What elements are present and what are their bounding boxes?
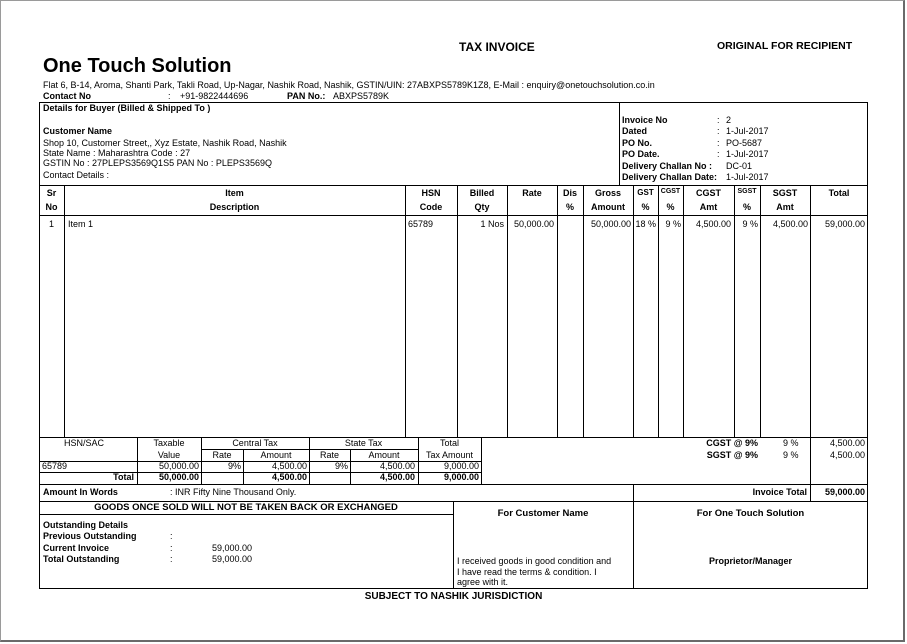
meta-label: Delivery Challan No : bbox=[622, 161, 713, 171]
invoice-total-label: Invoice Total bbox=[752, 487, 807, 497]
buyer-contact: Contact Details : bbox=[43, 170, 110, 180]
cell-cgst-pct: 9 % bbox=[665, 219, 681, 229]
hsn-row-total: 9,000.00 bbox=[443, 461, 479, 471]
col-sr: No bbox=[45, 202, 58, 212]
col-gst: GST bbox=[637, 188, 654, 197]
meta-label: PO No. bbox=[622, 138, 653, 148]
pan-value: ABXPS5789K bbox=[333, 91, 390, 101]
meta-sep: : bbox=[717, 126, 720, 136]
col-sgst-pct: % bbox=[742, 202, 751, 212]
tax-summary-label: SGST @ 9% bbox=[706, 450, 758, 460]
col-cgst-amt: CGST bbox=[695, 188, 721, 198]
hsn-total-c-amt: 4,500.00 bbox=[271, 472, 307, 482]
col-total: Total bbox=[828, 188, 850, 198]
tax-summary-amount: 4,500.00 bbox=[829, 438, 865, 448]
acknowledgement-line: agree with it. bbox=[457, 577, 509, 587]
cell-gross: 50,000.00 bbox=[590, 219, 631, 229]
invoice-total-value: 59,000.00 bbox=[824, 487, 865, 497]
col-cgst-amt: Amt bbox=[699, 202, 718, 212]
col-qty: Qty bbox=[474, 202, 490, 212]
hsn-row-taxable: 50,000.00 bbox=[158, 461, 199, 471]
amount-words-label: Amount In Words bbox=[43, 487, 118, 497]
customer-name-label: Customer Name bbox=[43, 126, 113, 136]
col-qty: Billed bbox=[469, 188, 495, 198]
amount-words-value: : INR Fifty Nine Thousand Only. bbox=[170, 487, 297, 497]
outstanding-sep: : bbox=[170, 554, 173, 564]
central-tax-header: Central Tax bbox=[232, 438, 278, 448]
signatory-label: Proprietor/Manager bbox=[708, 556, 793, 566]
contact-value: +91-9822444696 bbox=[180, 91, 249, 101]
outstanding-label: Total Outstanding bbox=[43, 554, 120, 564]
buyer-state: State Name : Maharashtra Code : 27 bbox=[43, 148, 191, 158]
meta-value: DC-01 bbox=[726, 161, 753, 171]
hsn-total-taxable: 50,000.00 bbox=[158, 472, 199, 482]
acknowledgement-line: I have read the terms & condition. I bbox=[457, 567, 597, 577]
cell-sgst-amt: 4,500.00 bbox=[772, 219, 808, 229]
outstanding-label: Previous Outstanding bbox=[43, 531, 137, 541]
col-rate: Rate bbox=[522, 188, 542, 198]
central-rate-header: Rate bbox=[212, 450, 232, 460]
tax-summary-pct: 9 % bbox=[783, 438, 799, 448]
meta-label: Delivery Challan Date: bbox=[622, 172, 718, 182]
col-dis: % bbox=[565, 202, 574, 212]
col-gross: Amount bbox=[591, 202, 625, 212]
state-amount-header: Amount bbox=[368, 450, 400, 460]
hsn-row-c-amt: 4,500.00 bbox=[271, 461, 307, 471]
company-address: Flat 6, B-14, Aroma, Shanti Park, Takli Road, Up-Nagar, Nashik Road, Nashik, GSTIN/UIN: 27ABXPS5789K1Z8, E-Mail : enquiry@onetouchsolution.co.in bbox=[43, 80, 655, 90]
col-sgst-amt: Amt bbox=[776, 202, 794, 212]
meta-value: 1-Jul-2017 bbox=[726, 126, 769, 136]
company-name: One Touch Solution bbox=[43, 55, 232, 77]
goods-notice: GOODS ONCE SOLD WILL NOT BE TAKEN BACK OR EXCHANGED bbox=[94, 502, 398, 513]
meta-sep: : bbox=[717, 149, 720, 159]
cell-rate: 50,000.00 bbox=[513, 219, 554, 229]
tax-summary-pct: 9 % bbox=[783, 450, 799, 460]
col-item: Item bbox=[225, 188, 244, 198]
hsn-row-c-rate: 9% bbox=[227, 461, 241, 471]
col-sgst-amt: SGST bbox=[772, 188, 798, 198]
col-hsn: Code bbox=[419, 202, 443, 212]
col-sgst-pct: SGST bbox=[737, 188, 757, 195]
cell-total: 59,000.00 bbox=[824, 219, 865, 229]
hsn-total-total: 9,000.00 bbox=[443, 472, 479, 482]
acknowledgement-line: I received goods in good condition and bbox=[457, 556, 612, 566]
contact-label: Contact No bbox=[43, 91, 91, 101]
outstanding-sep: : bbox=[170, 531, 173, 541]
meta-value: 2 bbox=[726, 115, 732, 125]
contact-sep: : bbox=[168, 91, 171, 101]
buyer-address: Shop 10, Customer Street,, Xyz Estate, Nashik Road, Nashik bbox=[43, 138, 287, 148]
hsn-row-s-amt: 4,500.00 bbox=[379, 461, 415, 471]
cell-hsn: 65789 bbox=[408, 219, 434, 229]
meta-value: 1-Jul-2017 bbox=[726, 172, 769, 182]
meta-label: Invoice No bbox=[622, 115, 668, 125]
hsn-header: HSN/SAC bbox=[64, 438, 105, 448]
meta-value: PO-5687 bbox=[726, 138, 763, 148]
cell-cgst-amt: 4,500.00 bbox=[695, 219, 731, 229]
col-cgst-pct: CGST bbox=[660, 188, 681, 195]
cell-qty: 1 Nos bbox=[480, 219, 504, 229]
customer-sign-title: For Customer Name bbox=[497, 508, 589, 519]
col-dis: Dis bbox=[562, 188, 577, 198]
tax-summary-amount: 4,500.00 bbox=[829, 450, 865, 460]
outstanding-value: 59,000.00 bbox=[212, 554, 253, 564]
copy-label: ORIGINAL FOR RECIPIENT bbox=[717, 40, 853, 52]
col-gross: Gross bbox=[594, 188, 621, 198]
col-item: Description bbox=[209, 202, 260, 212]
hsn-row-s-rate: 9% bbox=[334, 461, 348, 471]
outstanding-label: Current Invoice bbox=[43, 543, 110, 553]
state-rate-header: Rate bbox=[319, 450, 339, 460]
meta-sep: : bbox=[717, 115, 720, 125]
cell-description: Item 1 bbox=[68, 219, 94, 229]
taxable-header: Taxable bbox=[153, 438, 185, 448]
col-sr: Sr bbox=[46, 188, 57, 198]
central-amount-header: Amount bbox=[260, 450, 292, 460]
tax-summary-label: CGST @ 9% bbox=[706, 438, 758, 448]
cell-sr: 1 bbox=[48, 219, 54, 229]
cell-sgst-pct: 9 % bbox=[742, 219, 758, 229]
hsn-total-s-amt: 4,500.00 bbox=[379, 472, 415, 482]
hsn-total-label: Total bbox=[113, 472, 134, 482]
outstanding-title: Outstanding Details bbox=[43, 520, 129, 530]
col-gst: % bbox=[641, 202, 650, 212]
pan-label: PAN No.: bbox=[287, 91, 326, 101]
col-hsn: HSN bbox=[421, 188, 441, 198]
meta-sep: : bbox=[717, 138, 720, 148]
state-tax-header: State Tax bbox=[344, 438, 383, 448]
outstanding-sep: : bbox=[170, 543, 173, 553]
col-cgst-pct: % bbox=[666, 202, 675, 212]
outstanding-value: 59,000.00 bbox=[212, 543, 253, 553]
meta-label: PO Date. bbox=[622, 149, 660, 159]
company-sign-title: For One Touch Solution bbox=[696, 508, 805, 519]
meta-label: Dated bbox=[622, 126, 648, 136]
jurisdiction-note: SUBJECT TO NASHIK JURISDICTION bbox=[364, 591, 543, 602]
total-tax-header: Tax Amount bbox=[425, 450, 474, 460]
meta-value: 1-Jul-2017 bbox=[726, 149, 769, 159]
taxable-header: Value bbox=[157, 450, 181, 460]
total-tax-header: Total bbox=[439, 438, 459, 448]
buyer-section-title: Details for Buyer (Billed & Shipped To ) bbox=[43, 103, 211, 113]
hsn-row-code: 65789 bbox=[42, 461, 68, 471]
doc-title: TAX INVOICE bbox=[459, 40, 535, 54]
buyer-gstin: GSTIN No : 27PLEPS3569Q1S5 PAN No : PLEPS3569Q bbox=[43, 158, 272, 168]
cell-gst: 18 % bbox=[635, 219, 656, 229]
